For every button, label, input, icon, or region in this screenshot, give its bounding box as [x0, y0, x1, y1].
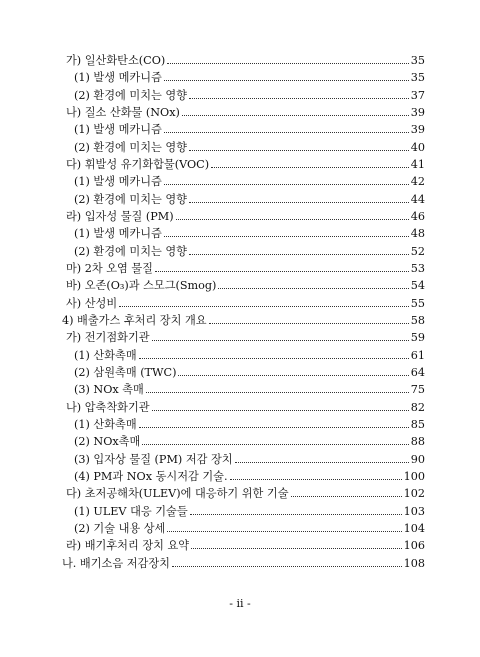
toc-entry[interactable]: [0, 121, 425, 138]
toc-entry-page: 53: [410, 261, 425, 275]
toc-entry-title: 나) 질소 산화물 (NOx): [66, 105, 180, 119]
toc-entry[interactable]: [0, 555, 425, 572]
toc-entry-page: 75: [410, 383, 425, 397]
toc-entry[interactable]: [0, 139, 425, 156]
toc-entry-title: (3) 입자상 물질 (PM) 저감 장치: [74, 452, 233, 466]
toc-entry-title: (1) 발생 메카니즘: [74, 123, 162, 137]
toc-entry-title: (1) ULEV 대응 기술들: [74, 504, 188, 518]
toc-entry-title: 마) 2차 오염 물질: [66, 261, 153, 275]
toc-entry[interactable]: [0, 433, 425, 450]
toc-entry[interactable]: [0, 364, 425, 381]
toc-entry-title: (2) 기술 내용 상세: [74, 521, 166, 535]
toc-entry-page: 52: [410, 244, 425, 258]
toc-entry-page: 108: [403, 556, 425, 570]
toc-entry-title: 바) 오존(O₃)과 스모그(Smog): [66, 279, 217, 293]
toc-entry-page: 44: [410, 192, 425, 206]
dot-leader: [139, 358, 409, 359]
dot-leader: [164, 80, 409, 81]
toc-entry-page: 103: [403, 504, 425, 518]
dot-leader: [167, 63, 409, 64]
dot-leader: [172, 566, 402, 567]
toc-entry-page: 42: [410, 175, 425, 189]
toc-entry-title: (2) 삼원촉매 (TWC): [74, 365, 177, 379]
toc-entry-page: 58: [410, 313, 425, 327]
toc-entry-title: 다) 초저공해차(ULEV)에 대응하기 위한 기술: [66, 487, 289, 501]
toc-entry-title: 나. 배기소음 저감장치: [62, 556, 170, 570]
toc-entry-page: 82: [410, 400, 425, 414]
toc-entry-page: 48: [410, 227, 425, 241]
dot-leader: [189, 98, 409, 99]
dot-leader: [189, 150, 409, 151]
toc-entry-title: (2) NOx촉매: [74, 435, 141, 449]
dot-leader: [155, 271, 409, 272]
toc-entry[interactable]: [0, 277, 425, 294]
dot-leader: [164, 236, 409, 237]
toc-entry[interactable]: [0, 520, 425, 537]
toc-entry[interactable]: [0, 191, 425, 208]
dot-leader: [146, 392, 409, 393]
toc-entry[interactable]: [0, 503, 425, 520]
toc-entry-title: (2) 환경에 미치는 영향: [74, 88, 187, 102]
toc-entry-page: 46: [410, 209, 425, 223]
toc-entry-page: 100: [403, 469, 425, 483]
dot-leader: [218, 288, 408, 289]
toc-entry[interactable]: [0, 225, 425, 242]
toc-entry-title: 라) 배기후처리 장치 요약: [66, 539, 190, 553]
dot-leader: [235, 462, 409, 463]
toc-entry-page: 41: [410, 157, 425, 171]
dot-leader: [167, 531, 401, 532]
toc-entry-title: (1) 발생 메카니즘: [74, 71, 162, 85]
dot-leader: [164, 184, 409, 185]
toc-entry[interactable]: [0, 260, 425, 277]
toc-entry[interactable]: [0, 537, 425, 554]
toc-entry-title: 4) 배출가스 후처리 장치 개요: [62, 313, 207, 327]
toc-entry-title: (3) NOx 촉매: [74, 383, 144, 397]
dot-leader: [189, 202, 409, 203]
dot-leader: [152, 340, 409, 341]
toc-entry[interactable]: [0, 295, 425, 312]
dot-leader: [182, 115, 409, 116]
toc-entry[interactable]: [0, 69, 425, 86]
toc-entry[interactable]: [0, 347, 425, 364]
dot-leader: [291, 496, 402, 497]
toc-entry-title: 가) 일산화탄소(CO): [66, 54, 166, 67]
toc-entry-page: 88: [410, 435, 425, 449]
toc-entry-title: 다) 휘발성 유기화합물(VOC): [66, 157, 210, 171]
toc-entry[interactable]: [0, 173, 425, 190]
toc-entry-title: (1) 발생 메카니즘: [74, 227, 162, 241]
page-footer: - ii -: [229, 597, 251, 610]
dot-leader: [164, 132, 409, 133]
toc-entry[interactable]: [0, 468, 425, 485]
toc-entry-title: 사) 산성비: [66, 296, 118, 310]
toc-entry-title: (4) PM과 NOx 동시저감 기술.: [74, 469, 228, 483]
toc-entry-page: 85: [410, 417, 425, 431]
toc-entry[interactable]: [0, 87, 425, 104]
toc-entry-title: (1) 발생 메카니즘: [74, 175, 162, 189]
dot-leader: [191, 548, 402, 549]
toc-entry[interactable]: [0, 416, 425, 433]
toc-entry-page: 39: [410, 123, 425, 137]
toc-entry-title: (2) 환경에 미치는 영향: [74, 244, 187, 258]
dot-leader: [152, 410, 409, 411]
toc-entry-page: 39: [410, 105, 425, 119]
toc-entry-page: 35: [410, 54, 425, 67]
toc-entry-title: (2) 환경에 미치는 영향: [74, 140, 187, 154]
toc-entry-title: (1) 산화촉매: [74, 417, 137, 431]
toc-entry-page: 59: [410, 331, 425, 345]
dot-leader: [119, 306, 409, 307]
toc-entry[interactable]: [0, 208, 425, 225]
toc-entry[interactable]: [0, 485, 425, 502]
toc-entry-page: 104: [403, 521, 425, 535]
toc-entry-page: 54: [410, 279, 425, 293]
toc-entry[interactable]: [0, 451, 425, 468]
toc-entry-title: 가) 전기점화기관: [66, 331, 150, 345]
dot-leader: [211, 167, 409, 168]
toc-entry-title: 나) 압축착화기관: [66, 400, 150, 414]
toc-entry-page: 35: [410, 71, 425, 85]
toc-entry[interactable]: [0, 381, 425, 398]
dot-leader: [230, 479, 402, 480]
toc-entry-page: 37: [410, 88, 425, 102]
toc-entry-page: 102: [403, 487, 425, 501]
toc-entry[interactable]: [0, 156, 425, 173]
toc-entry-page: 90: [410, 452, 425, 466]
dot-leader: [209, 323, 409, 324]
dot-leader: [139, 427, 409, 428]
toc-entry-title: (2) 환경에 미치는 영향: [74, 192, 187, 206]
toc-entry-title: (1) 산화촉매: [74, 348, 137, 362]
dot-leader: [142, 444, 408, 445]
toc-entry-title: 라) 입자성 물질 (PM): [66, 209, 174, 223]
toc-entry[interactable]: [0, 399, 425, 416]
toc-entry-page: 55: [410, 296, 425, 310]
toc-entry[interactable]: [0, 104, 425, 121]
toc-entry[interactable]: [0, 329, 425, 346]
toc-entry-page: 106: [403, 539, 425, 553]
toc-entry[interactable]: [0, 312, 425, 329]
toc-entry[interactable]: [0, 243, 425, 260]
dot-leader: [176, 219, 409, 220]
dot-leader: [178, 375, 408, 376]
toc-entry-page: 61: [410, 348, 425, 362]
dot-leader: [190, 514, 402, 515]
toc-entry[interactable]: [0, 52, 425, 69]
dot-leader: [189, 254, 409, 255]
toc-entry-page: 40: [410, 140, 425, 154]
toc-entry-page: 64: [410, 365, 425, 379]
